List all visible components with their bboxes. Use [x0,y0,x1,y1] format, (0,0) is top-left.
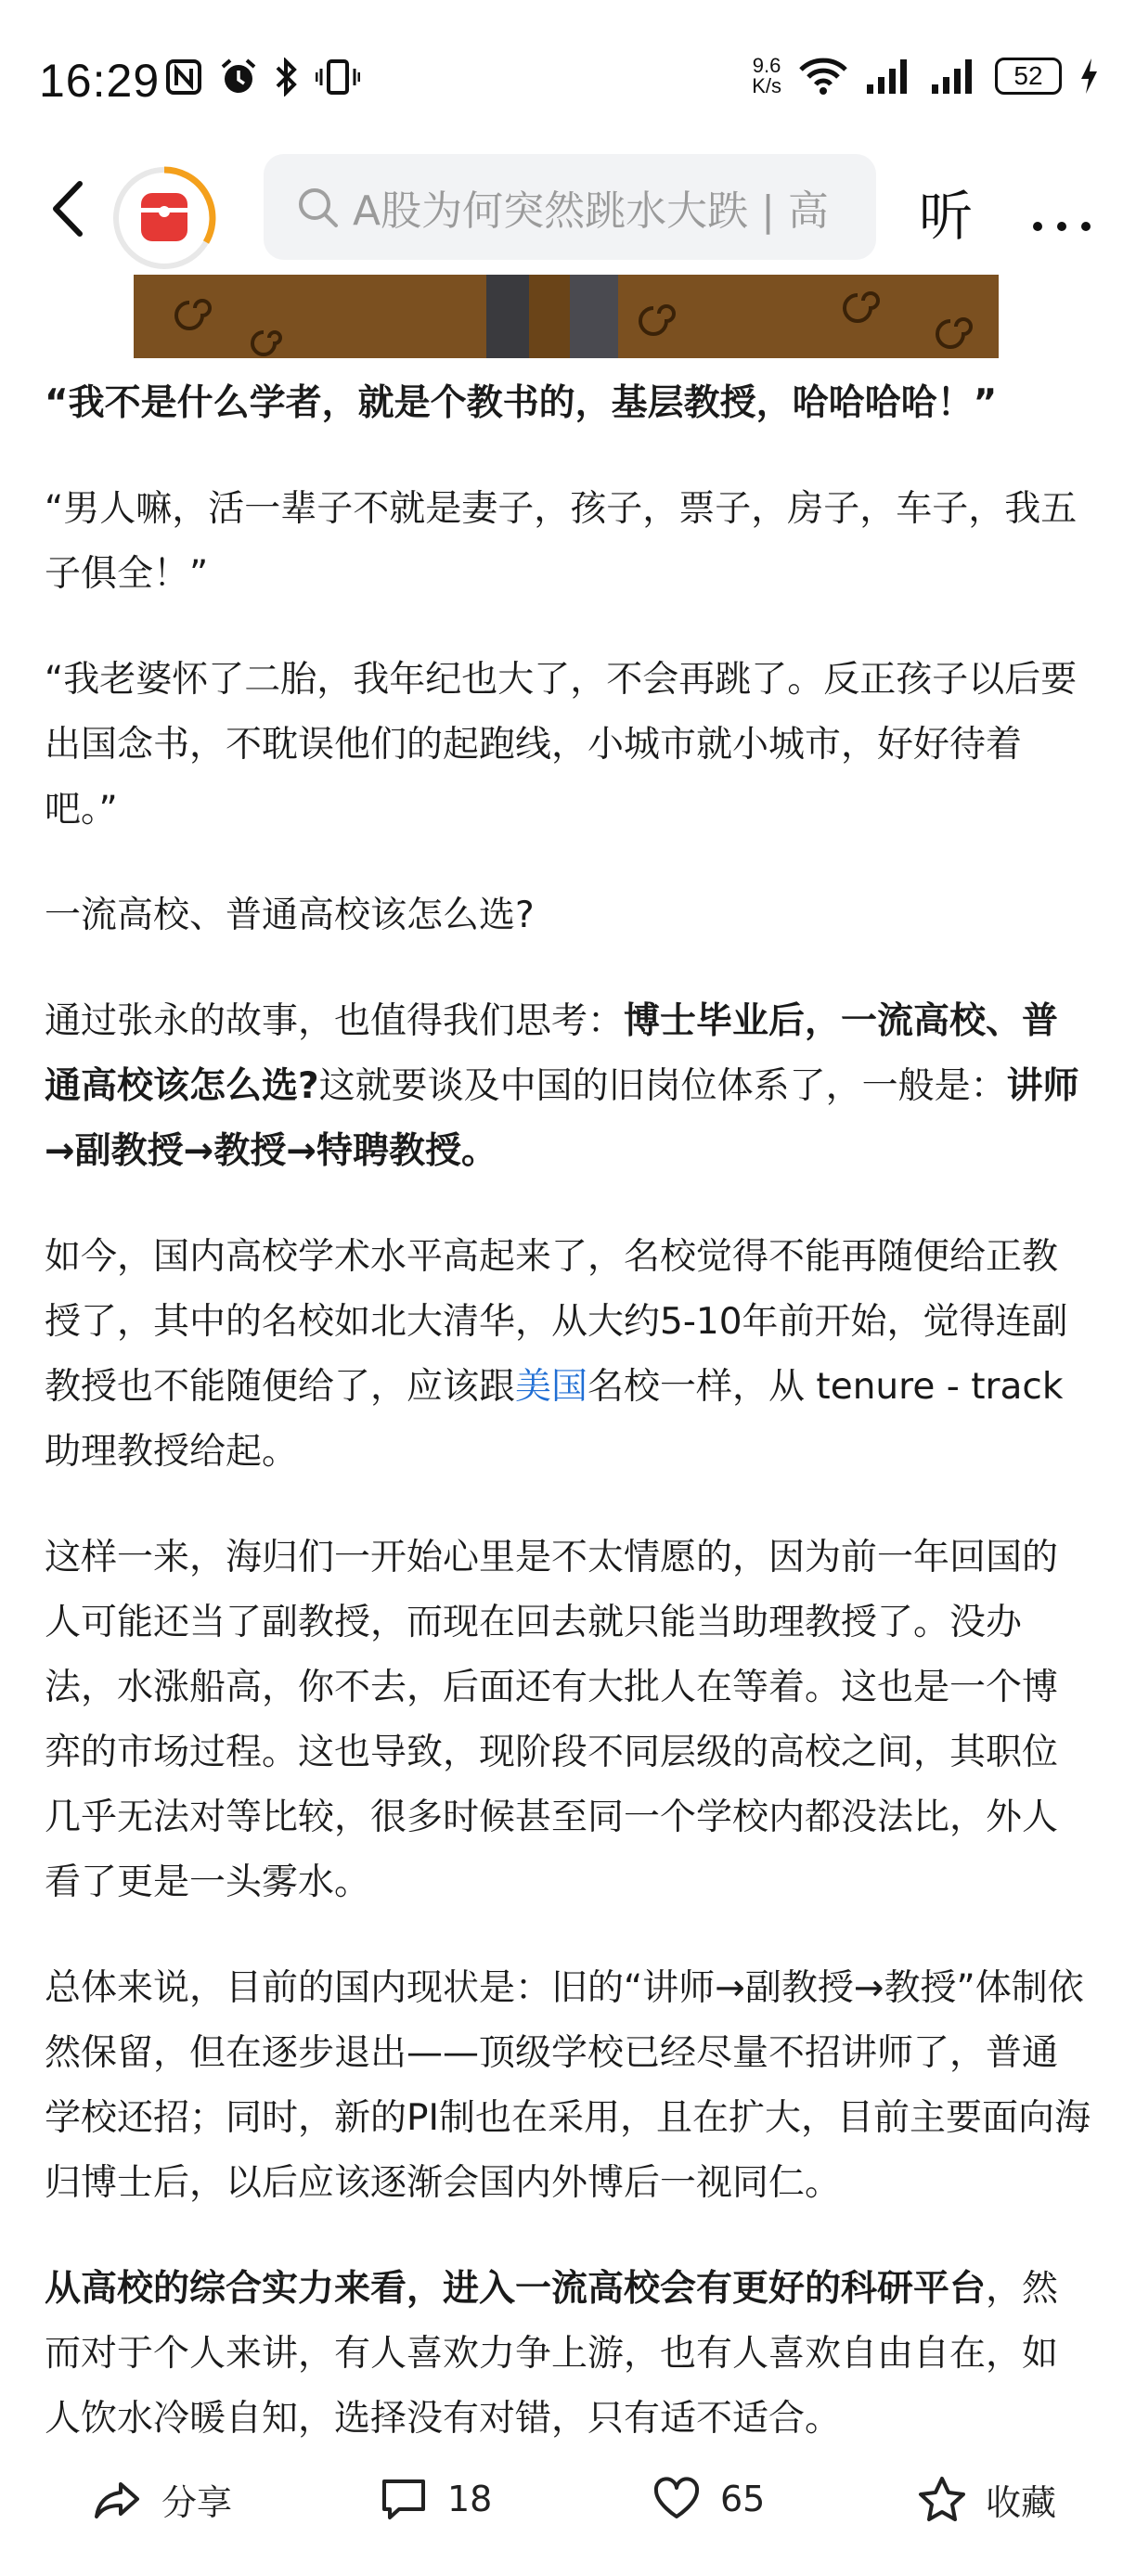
partially-visible-line: 人饮水冷暖自知，选择没有对错，只有适不适合。 [45,2398,842,2440]
favorite-label: 收藏 [986,2482,1057,2523]
paragraph-8: 总体来说，目前的国内现状是：旧的“讲师→副教授→教授”体制依然保留，但在逐步退出——顶级学校已经尽量不招讲师了，普通学校还招；同时，新的PI制也在采用，且在扩大，目前主要面向海归博士后，以后应该逐渐会国内外博后一视同仁。 [45,1967,1091,2204]
share-label: 分享 [161,2482,233,2523]
star-icon [917,2475,967,2525]
status-left-icons [165,58,360,97]
search-icon [295,185,340,229]
wifi-icon [798,57,848,96]
paragraph-5: 通过张永的故事，也值得我们思考：博士毕业后，一流高校、普通高校该怎么选?这就要谈及中国的旧岗位体系了，一般是：讲师→副教授→教授→特聘教授。 [45,1000,1079,1172]
status-right-icons [752,56,1099,97]
charging-icon [1078,57,1099,96]
section-heading: 一流高校、普通高校该怎么选? [45,895,535,936]
more-options-icon[interactable] [1025,171,1099,236]
heart-icon [652,2474,702,2524]
article-image [134,275,999,358]
bluetooth-icon [275,58,299,97]
status-bar [0,0,1136,158]
paragraph-9: 从高校的综合实力来看，进入一流高校会有更好的科研平台，然而对于个人来讲，有人喜欢力争上游，也有人喜欢自由自在，如 人饮水冷暖自知，选择没有对错，只有适不适合。 [45,2268,1059,2440]
like-button[interactable] [652,2474,765,2524]
comments-button[interactable] [379,2474,492,2524]
article-image-pattern [134,275,999,358]
status-time: 16:29 [39,55,161,107]
link-usa[interactable]: 美国 [515,1366,588,1408]
paragraph-3: “我老婆怀了二胎，我年纪也大了，不会再跳了。反正孩子以后要出国念书，不耽误他们的起跑线，小城市就小城市，好好待着吧。” [45,659,1078,831]
search-bar[interactable] [264,154,876,260]
share-button[interactable] [93,2474,232,2525]
vibrate-icon [316,58,360,97]
paragraph-6: 如今，国内高校学术水平高起来了，名校觉得不能再随便给正教授了，其中的名校如北大清华，从大约5-10年前开始，觉得连副教授也不能随便给了，应该跟美国名校一样，从 tenure - track 助理教授给起。 [45,1236,1068,1473]
listen-button[interactable]: 听 [919,185,974,248]
search-placeholder: A股为何突然跳水大跌 | 高 [353,187,829,235]
signal-2-icon [930,57,978,96]
paragraph-2: “男人嘛，活一辈子不就是妻子，孩子，票子，房子，车子，我五子俱全！” [45,488,1078,595]
article-body [45,371,1091,2492]
bottom-action-bar [0,2452,1136,2576]
share-icon [93,2475,143,2525]
comments-count: 18 [447,2479,493,2519]
top-navigation [0,148,1136,269]
nfc-icon [165,58,202,96]
favorite-button[interactable] [917,2474,1056,2525]
network-speed: 9.6 K/s [752,54,781,97]
paragraph-1: “我不是什么学者，就是个教书的，基层教授，哈哈哈哈！” [45,382,998,424]
back-button[interactable] [41,176,97,241]
comment-icon [379,2474,429,2524]
paragraph-7: 这样一来，海归们一开始心里是不太情愿的，因为前一年回国的人可能还当了副教授，而现在回去就只能当助理教授了。没办法，水涨船高，你不去，后面还有大批人在等着。这也是一个博弈的市场过程。这也导致，现阶段不同层级的高校之间，其职位几乎无法对等比较，很多时候甚至同一个学校内都没法比，外人看了更是一头雾水。 [45,1537,1059,1903]
alarm-icon [219,58,258,97]
app-logo-icon[interactable] [110,163,219,273]
signal-1-icon [865,57,913,96]
battery-indicator: 52 [995,58,1062,95]
likes-count: 65 [720,2479,766,2519]
